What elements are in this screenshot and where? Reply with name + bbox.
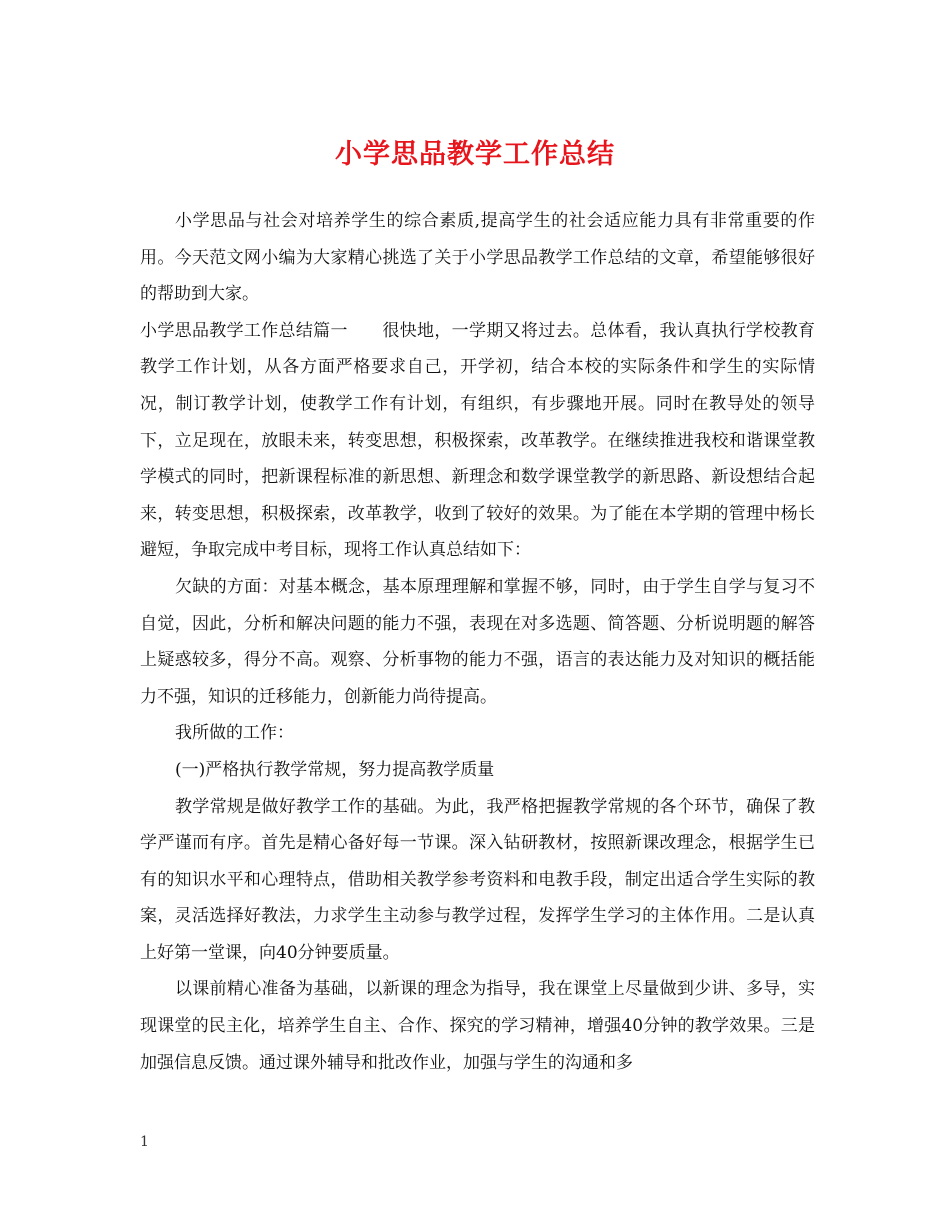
paragraph-work-heading: 我所做的工作： [175,723,294,744]
document-title: 小学思品教学工作总结 [335,139,615,170]
section-heading-one: (一)严格执行教学常规，努力提高教学质量 [175,759,495,780]
paragraph-classroom: 以课前精心准备为基础，以新课的理念为指导，我在课堂上尽量做到少讲、多导，实现课堂的民主化，培养学生自主、合作、探究的学习精神，增强40分钟的教学效果。三是加强信息反馈。通过课外辅导和批改作业，加强与学生的沟通和多 [140,979,815,1073]
paragraph-part-one: 小学思品教学工作总结篇一 很快地，一学期又将过去。总体看，我认真执行学校教育教学工作计划，从各方面严格要求自己，开学初，结合本校的实际条件和学生的实际情况，制订教学计划，使教学工作有计划，有组织，有步骤地开展。同时在教导处的领导下，立足现在，放眼未来，转变思想，积极探索，改革教学。在继续推进我校和谐课堂教学模式的同时，把新课程标准的新思想、新理念和数学课堂教学的新思路、新设想结合起来，转变思想，积极探索，改革教学，收到了较好的效果。为了能在本学期的管理中杨长避短，争取完成中考目标，现将工作认真总结如下： [140,320,815,561]
document-body [140,203,815,1081]
paragraph-intro: 小学思品与社会对培养学生的综合素质,提高学生的社会适应能力具有非常重要的作用。今天范文网小编为大家精心挑选了关于小学思品教学工作总结的文章，希望能够很好的帮助到大家。 [140,211,815,305]
paragraph-shortcomings: 欠缺的方面：对基本概念，基本原理理解和掌握不够，同时，由于学生自学与复习不自觉，因此，分析和解决问题的能力不强，表现在对多选题、简答题、分析说明题的解答上疑惑较多，得分不高。观察、分析事物的能力不强，语言的表达能力及对知识的概括能力不强，知识的迁移能力，创新能力尚待提高。 [140,576,815,707]
paragraph-teaching-routine: 教学常规是做好教学工作的基础。为此，我严格把握教学常规的各个环节，确保了教学严谨而有序。首先是精心备好每一节课。深入钻研教材，按照新课改理念，根据学生已有的知识水平和心理特点，借助相关教学参考资料和电教手段，制定出适合学生实际的教案，灵活选择好教法，力求学生主动参与教学过程，发挥学生学习的主体作用。二是认真上好第一堂课，向40分钟要质量。 [140,796,815,963]
page-number: 1 [140,1134,149,1150]
